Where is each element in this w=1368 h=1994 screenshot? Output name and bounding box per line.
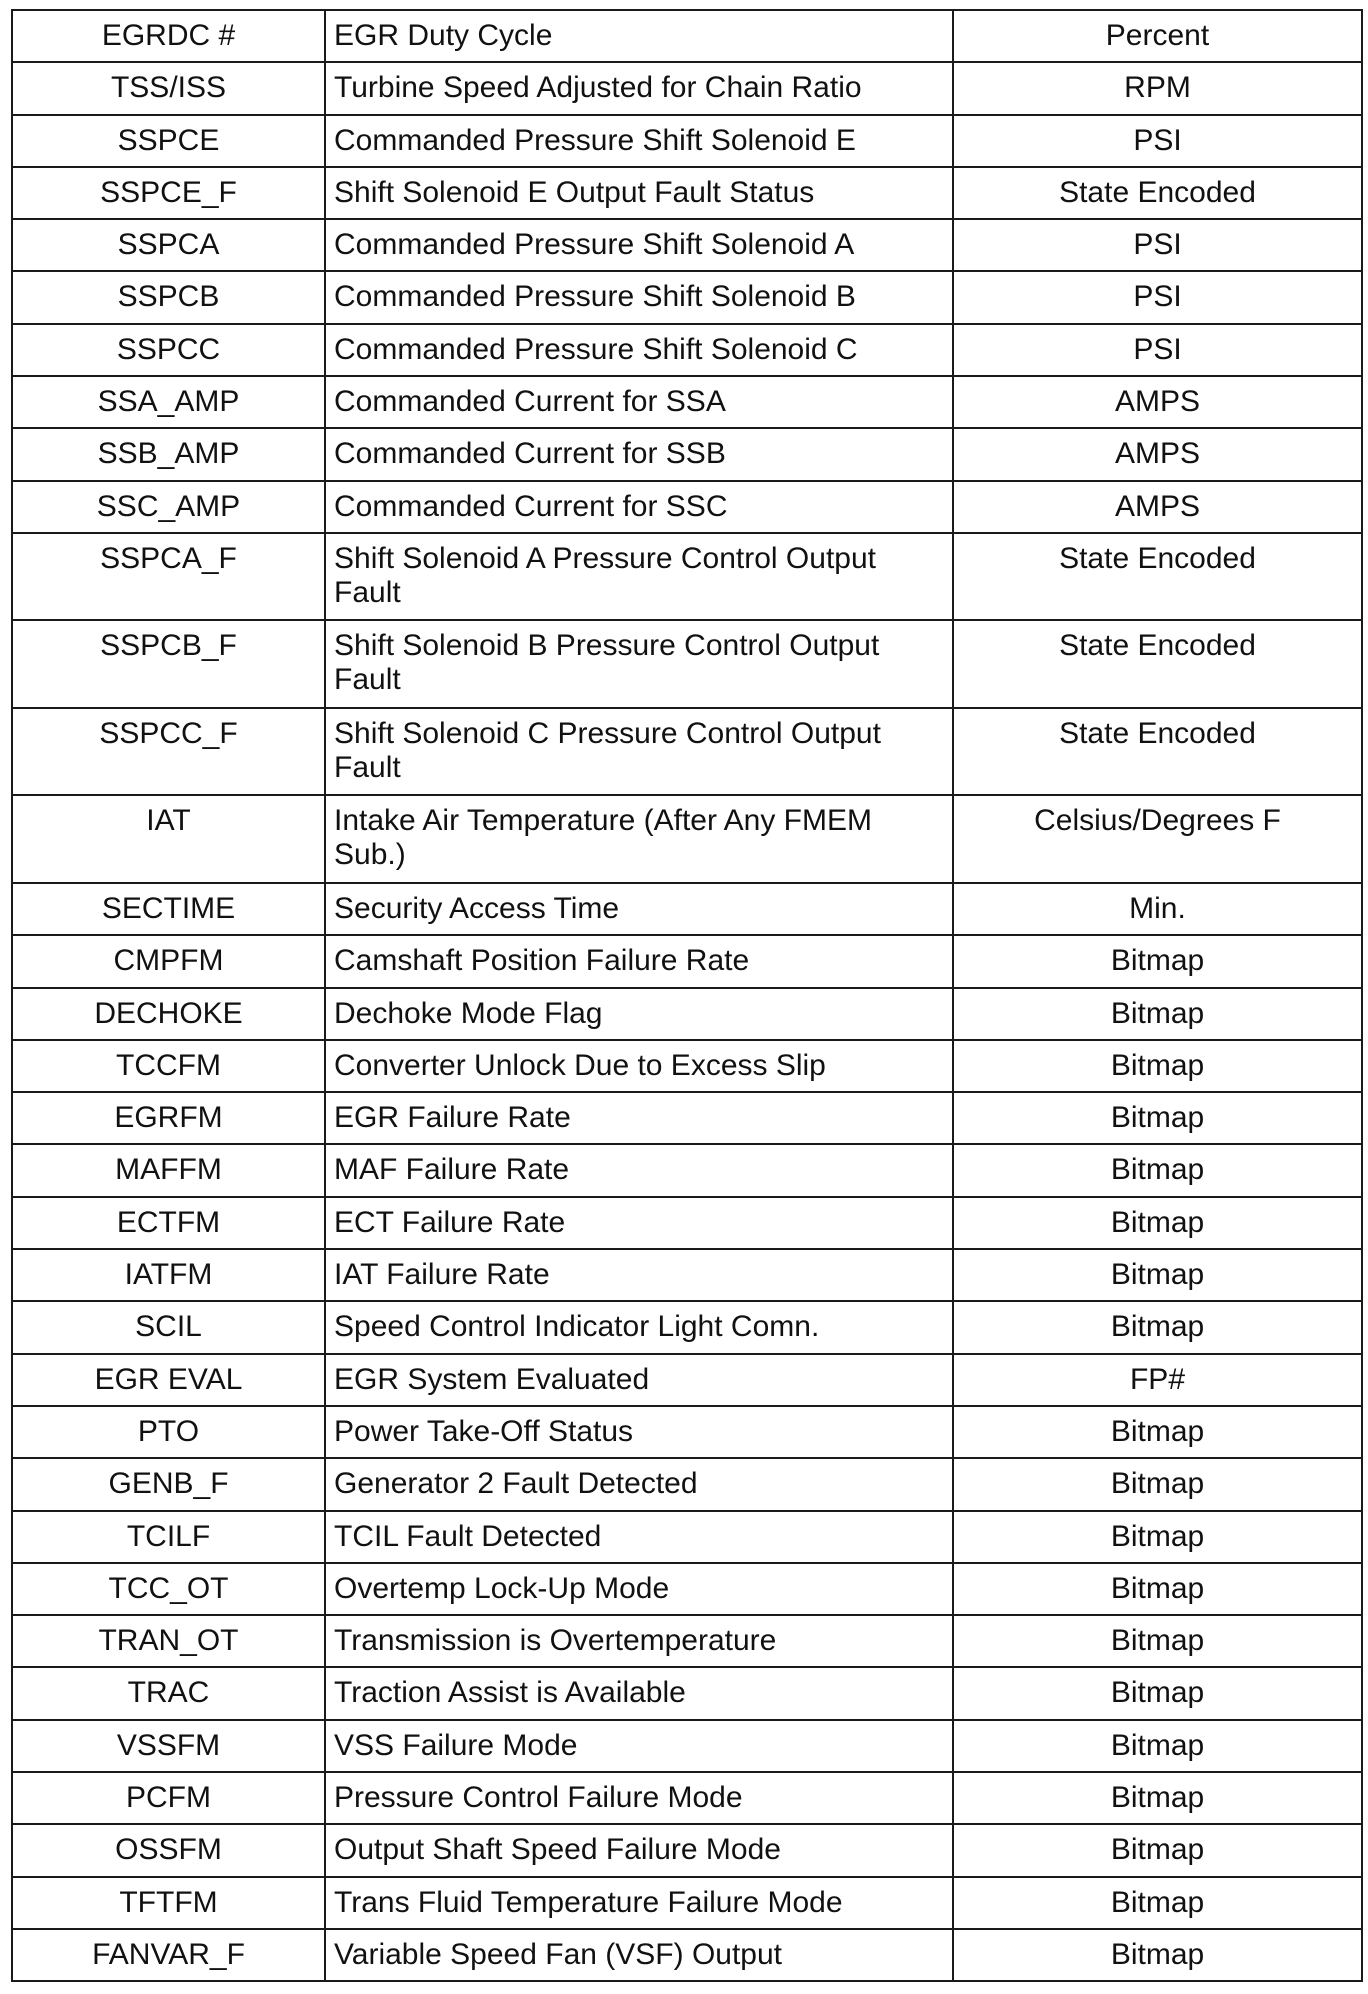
units-cell: Bitmap [953,1040,1362,1092]
pid-cell: TCC_OT [12,1563,325,1615]
pid-cell: ECTFM [12,1197,325,1249]
units-cell: State Encoded [953,533,1362,621]
table-row [12,376,1362,428]
pid-cell: SSPCB [12,271,325,323]
description-cell: TCIL Fault Detected [325,1511,953,1563]
pid-table-body [12,10,1362,1981]
description-cell: Power Take-Off Status [325,1406,953,1458]
pid-cell: GENB_F [12,1458,325,1510]
description-cell: MAF Failure Rate [325,1144,953,1196]
pid-cell: VSSFM [12,1720,325,1772]
units-cell: Bitmap [953,1406,1362,1458]
description-cell: Speed Control Indicator Light Comn. [325,1301,953,1353]
description-cell: Converter Unlock Due to Excess Slip [325,1040,953,1092]
units-cell: Bitmap [953,1824,1362,1876]
pid-cell: OSSFM [12,1824,325,1876]
pid-cell: SCIL [12,1301,325,1353]
description-cell: Camshaft Position Failure Rate [325,935,953,987]
description-cell: Variable Speed Fan (VSF) Output [325,1929,953,1981]
pid-cell: SSPCA_F [12,533,325,621]
pid-cell: PCFM [12,1772,325,1824]
units-cell: State Encoded [953,708,1362,796]
pid-cell: SSPCC [12,324,325,376]
pid-cell: CMPFM [12,935,325,987]
pid-cell: SSA_AMP [12,376,325,428]
description-cell: Traction Assist is Available [325,1667,953,1719]
units-cell: Bitmap [953,1092,1362,1144]
table-row [12,1458,1362,1510]
table-row [12,1824,1362,1876]
table-row [12,1511,1362,1563]
table-row [12,219,1362,271]
table-row [12,10,1362,62]
units-cell: Bitmap [953,1667,1362,1719]
units-cell: Percent [953,10,1362,62]
pid-cell: SSB_AMP [12,428,325,480]
description-cell: Overtemp Lock-Up Mode [325,1563,953,1615]
table-row [12,271,1362,323]
table-row [12,1877,1362,1929]
units-cell: PSI [953,115,1362,167]
pid-cell: EGRFM [12,1092,325,1144]
description-cell: Commanded Current for SSA [325,376,953,428]
units-cell: Bitmap [953,1458,1362,1510]
units-cell: Bitmap [953,1772,1362,1824]
table-row [12,1772,1362,1824]
table-row [12,324,1362,376]
table-row [12,1667,1362,1719]
table-row [12,1301,1362,1353]
units-cell: RPM [953,62,1362,114]
table-row [12,988,1362,1040]
pid-cell: SSPCE [12,115,325,167]
units-cell: PSI [953,271,1362,323]
pid-cell: SECTIME [12,883,325,935]
table-row [12,1092,1362,1144]
description-cell: EGR Duty Cycle [325,10,953,62]
table-row [12,1929,1362,1981]
units-cell: Bitmap [953,935,1362,987]
pid-cell: TCCFM [12,1040,325,1092]
units-cell: Bitmap [953,1877,1362,1929]
units-cell: Bitmap [953,1144,1362,1196]
pid-cell: IAT [12,795,325,883]
description-cell: Commanded Pressure Shift Solenoid C [325,324,953,376]
units-cell: Bitmap [953,1563,1362,1615]
description-cell: Commanded Pressure Shift Solenoid A [325,219,953,271]
table-row [12,1354,1362,1406]
pid-cell: SSPCC_F [12,708,325,796]
pid-cell: EGRDC # [12,10,325,62]
pid-cell: TRAN_OT [12,1615,325,1667]
pid-cell: SSPCB_F [12,620,325,708]
pid-cell: SSPCE_F [12,167,325,219]
description-cell: Shift Solenoid E Output Fault Status [325,167,953,219]
table-row [12,1197,1362,1249]
description-cell: Dechoke Mode Flag [325,988,953,1040]
pid-cell: SSPCA [12,219,325,271]
table-row [12,795,1362,883]
description-cell: Commanded Current for SSB [325,428,953,480]
units-cell: Bitmap [953,1720,1362,1772]
units-cell: PSI [953,219,1362,271]
description-cell: Turbine Speed Adjusted for Chain Ratio [325,62,953,114]
table-row [12,428,1362,480]
units-cell: State Encoded [953,620,1362,708]
description-cell: Shift Solenoid C Pressure Control Output Fault [325,708,953,796]
units-cell: Bitmap [953,1511,1362,1563]
units-cell: Bitmap [953,1929,1362,1981]
description-cell: Shift Solenoid B Pressure Control Output Fault [325,620,953,708]
pid-cell: IATFM [12,1249,325,1301]
units-cell: Bitmap [953,1249,1362,1301]
units-cell: State Encoded [953,167,1362,219]
table-row [12,1249,1362,1301]
description-cell: Transmission is Overtemperature [325,1615,953,1667]
table-row [12,620,1362,708]
table-row [12,1720,1362,1772]
table-row [12,167,1362,219]
units-cell: AMPS [953,376,1362,428]
description-cell: Commanded Current for SSC [325,481,953,533]
description-cell: Commanded Pressure Shift Solenoid B [325,271,953,323]
description-cell: EGR System Evaluated [325,1354,953,1406]
units-cell: Bitmap [953,1615,1362,1667]
table-row [12,1144,1362,1196]
pid-cell: TRAC [12,1667,325,1719]
description-cell: ECT Failure Rate [325,1197,953,1249]
units-cell: Min. [953,883,1362,935]
units-cell: AMPS [953,428,1362,480]
description-cell: Trans Fluid Temperature Failure Mode [325,1877,953,1929]
pid-cell: TCILF [12,1511,325,1563]
table-row [12,62,1362,114]
description-cell: Shift Solenoid A Pressure Control Output Fault [325,533,953,621]
description-cell: VSS Failure Mode [325,1720,953,1772]
description-cell: IAT Failure Rate [325,1249,953,1301]
table-row [12,1615,1362,1667]
units-cell: Bitmap [953,1301,1362,1353]
pid-cell: EGR EVAL [12,1354,325,1406]
table-row [12,1563,1362,1615]
units-cell: PSI [953,324,1362,376]
pid-cell: PTO [12,1406,325,1458]
units-cell: AMPS [953,481,1362,533]
table-row [12,533,1362,621]
pid-cell: TFTFM [12,1877,325,1929]
table-row [12,481,1362,533]
description-cell: Generator 2 Fault Detected [325,1458,953,1510]
table-row [12,883,1362,935]
description-cell: Security Access Time [325,883,953,935]
units-cell: FP# [953,1354,1362,1406]
pid-cell: TSS/ISS [12,62,325,114]
description-cell: Output Shaft Speed Failure Mode [325,1824,953,1876]
description-cell: Pressure Control Failure Mode [325,1772,953,1824]
description-cell: Commanded Pressure Shift Solenoid E [325,115,953,167]
pid-cell: DECHOKE [12,988,325,1040]
pid-cell: MAFFM [12,1144,325,1196]
pid-cell: FANVAR_F [12,1929,325,1981]
table-row [12,935,1362,987]
description-cell: EGR Failure Rate [325,1092,953,1144]
table-row [12,115,1362,167]
description-cell: Intake Air Temperature (After Any FMEM Sub.) [325,795,953,883]
table-row [12,1040,1362,1092]
table-row [12,708,1362,796]
pid-cell: SSC_AMP [12,481,325,533]
units-cell: Celsius/Degrees F [953,795,1362,883]
units-cell: Bitmap [953,988,1362,1040]
units-cell: Bitmap [953,1197,1362,1249]
pid-table [11,9,1363,1982]
table-row [12,1406,1362,1458]
